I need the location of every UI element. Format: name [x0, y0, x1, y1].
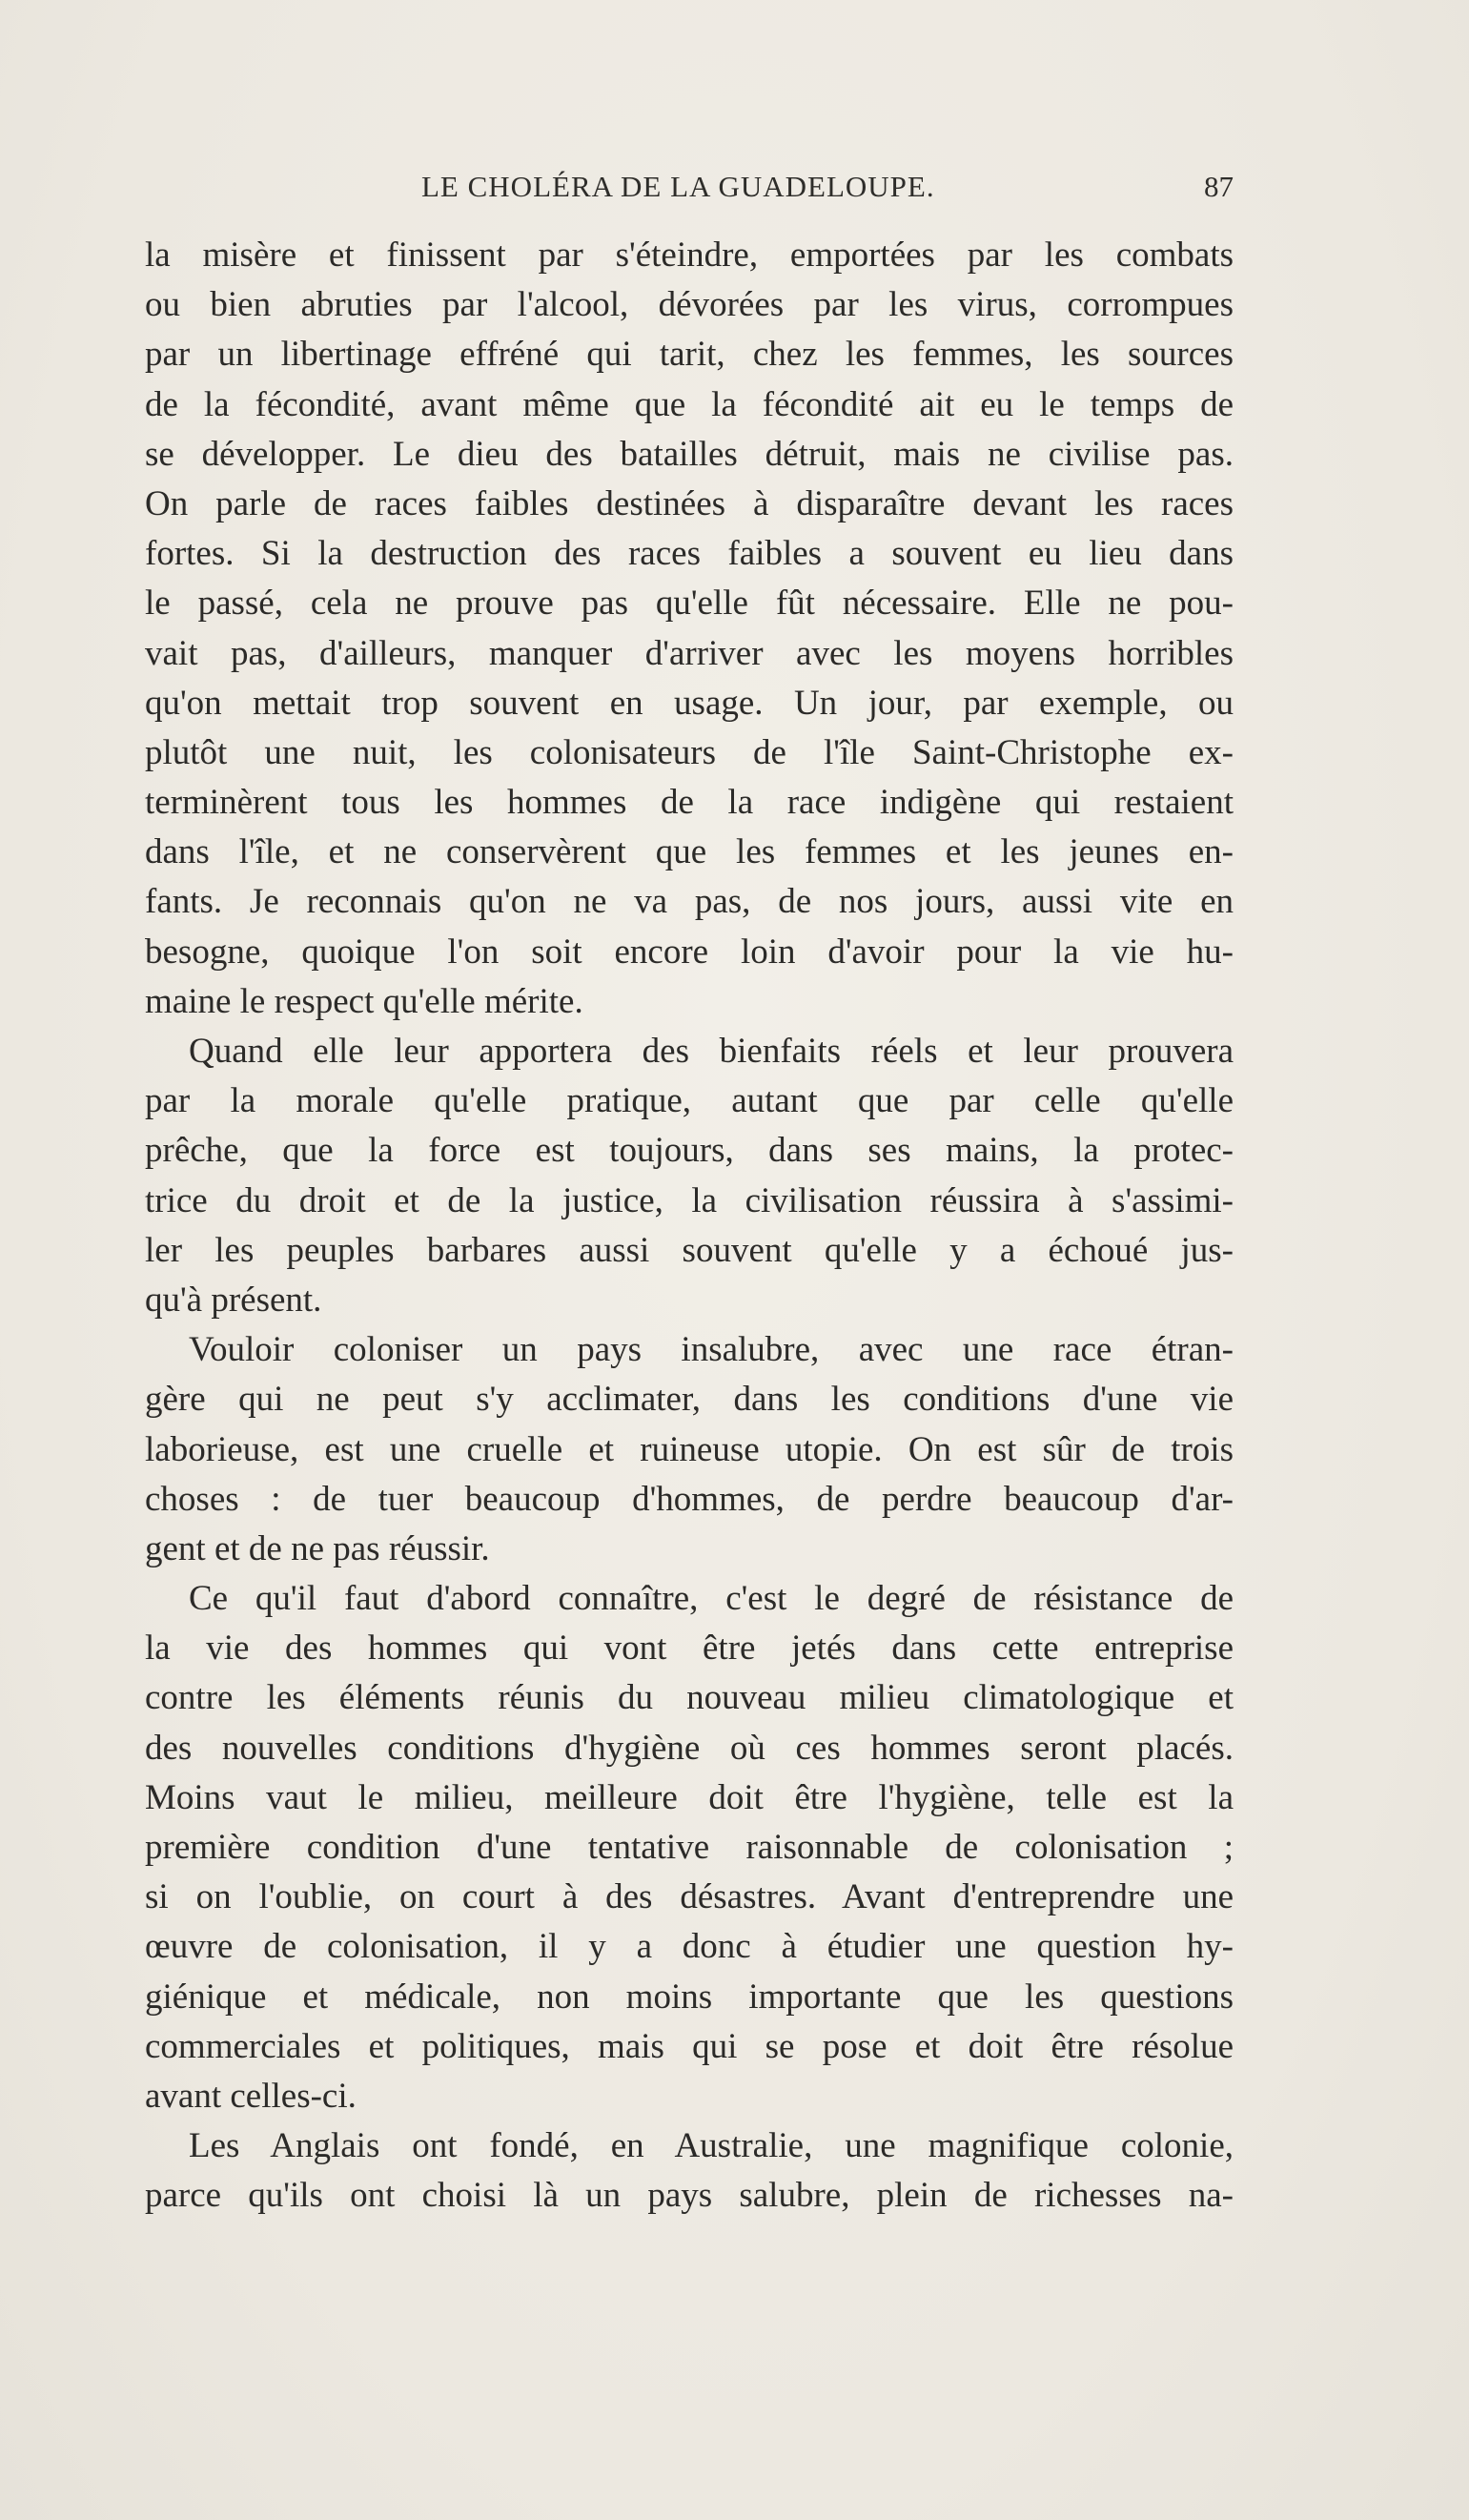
- text-line: giénique et médicale, non moins importante que les questions: [145, 1977, 1234, 2017]
- page-number: 87: [1204, 170, 1234, 203]
- text-line: vait pas, d'ailleurs, manquer d'arriver avec les moyens horribles: [145, 633, 1234, 673]
- text-line: ler les peuples barbares aussi souvent qu'elle y a échoué jus-: [145, 1230, 1234, 1270]
- body-text: [145, 231, 1234, 2222]
- text-line: qu'on mettait trop souvent en usage. Un jour, par exemple, ou: [145, 683, 1234, 723]
- text-line: On parle de races faibles destinées à disparaître devant les races: [145, 483, 1234, 523]
- text-line: fants. Je reconnais qu'on ne va pas, de nos jours, aussi vite en: [145, 882, 1234, 922]
- text-line: qu'à présent.: [145, 1280, 322, 1320]
- running-title: LE CHOLÉRA DE LA GUADELOUPE.: [421, 170, 935, 203]
- text-line: Ce qu'il faut d'abord connaître, c'est le degré de résistance de: [189, 1579, 1234, 1619]
- text-line: gère qui ne peut s'y acclimater, dans les conditions d'une vie: [145, 1380, 1234, 1420]
- text-line: parce qu'ils ont choisi là un pays salubre, plein de richesses na-: [145, 2176, 1234, 2216]
- text-line: le passé, cela ne prouve pas qu'elle fût nécessaire. Elle ne pou-: [145, 584, 1234, 624]
- text-line: par un libertinage effréné qui tarit, chez les femmes, les sources: [145, 335, 1234, 375]
- text-line: Les Anglais ont fondé, en Australie, une magnifique colonie,: [189, 2126, 1234, 2166]
- text-line: choses : de tuer beaucoup d'hommes, de perdre beaucoup d'ar-: [145, 1479, 1234, 1519]
- text-line: avant celles-ci.: [145, 2076, 357, 2116]
- text-line: se développer. Le dieu des batailles détruit, mais ne civilise pas.: [145, 434, 1234, 474]
- page-header: [145, 170, 1234, 212]
- text-line: fortes. Si la destruction des races faibles a souvent eu lieu dans: [145, 534, 1234, 574]
- text-line: dans l'île, et ne conservèrent que les femmes et les jeunes en-: [145, 832, 1234, 872]
- text-line: prêche, que la force est toujours, dans ses mains, la protec-: [145, 1131, 1234, 1171]
- text-line: la vie des hommes qui vont être jetés dans cette entreprise: [145, 1629, 1234, 1669]
- text-line: Quand elle leur apportera des bienfaits réels et leur prouvera: [189, 1032, 1234, 1071]
- text-line: Vouloir coloniser un pays insalubre, avec une race étran-: [189, 1330, 1234, 1370]
- text-line: première condition d'une tentative raisonnable de colonisation ;: [145, 1828, 1234, 1867]
- text-line: des nouvelles conditions d'hygiène où ces hommes seront placés.: [145, 1728, 1234, 1768]
- text-line: si on l'oublie, on court à des désastres. Avant d'entreprendre une: [145, 1877, 1234, 1917]
- text-line: œuvre de colonisation, il y a donc à étudier une question hy-: [145, 1927, 1234, 1967]
- text-line: trice du droit et de la justice, la civilisation réussira à s'assimi-: [145, 1180, 1234, 1220]
- text-line: de la fécondité, avant même que la fécondité ait eu le temps de: [145, 384, 1234, 424]
- text-line: par la morale qu'elle pratique, autant que par celle qu'elle: [145, 1081, 1234, 1121]
- text-line: besogne, quoique l'on soit encore loin d'avoir pour la vie hu-: [145, 932, 1234, 972]
- text-line: gent et de ne pas réussir.: [145, 1528, 490, 1568]
- text-line: terminèrent tous les hommes de la race indigène qui restaient: [145, 783, 1234, 823]
- text-line: plutôt une nuit, les colonisateurs de l'île Saint-Christophe ex-: [145, 732, 1234, 772]
- text-line: commerciales et politiques, mais qui se pose et doit être résolue: [145, 2026, 1234, 2066]
- text-line: Moins vaut le milieu, meilleure doit être l'hygiène, telle est la: [145, 1777, 1234, 1817]
- text-line: contre les éléments réunis du nouveau milieu climatologique et: [145, 1678, 1234, 1718]
- text-line: laborieuse, est une cruelle et ruineuse utopie. On est sûr de trois: [145, 1429, 1234, 1469]
- text-line: maine le respect qu'elle mérite.: [145, 981, 583, 1021]
- text-line: ou bien abruties par l'alcool, dévorées par les virus, corrompues: [145, 285, 1234, 325]
- text-line: la misère et finissent par s'éteindre, emportées par les combats: [145, 236, 1234, 275]
